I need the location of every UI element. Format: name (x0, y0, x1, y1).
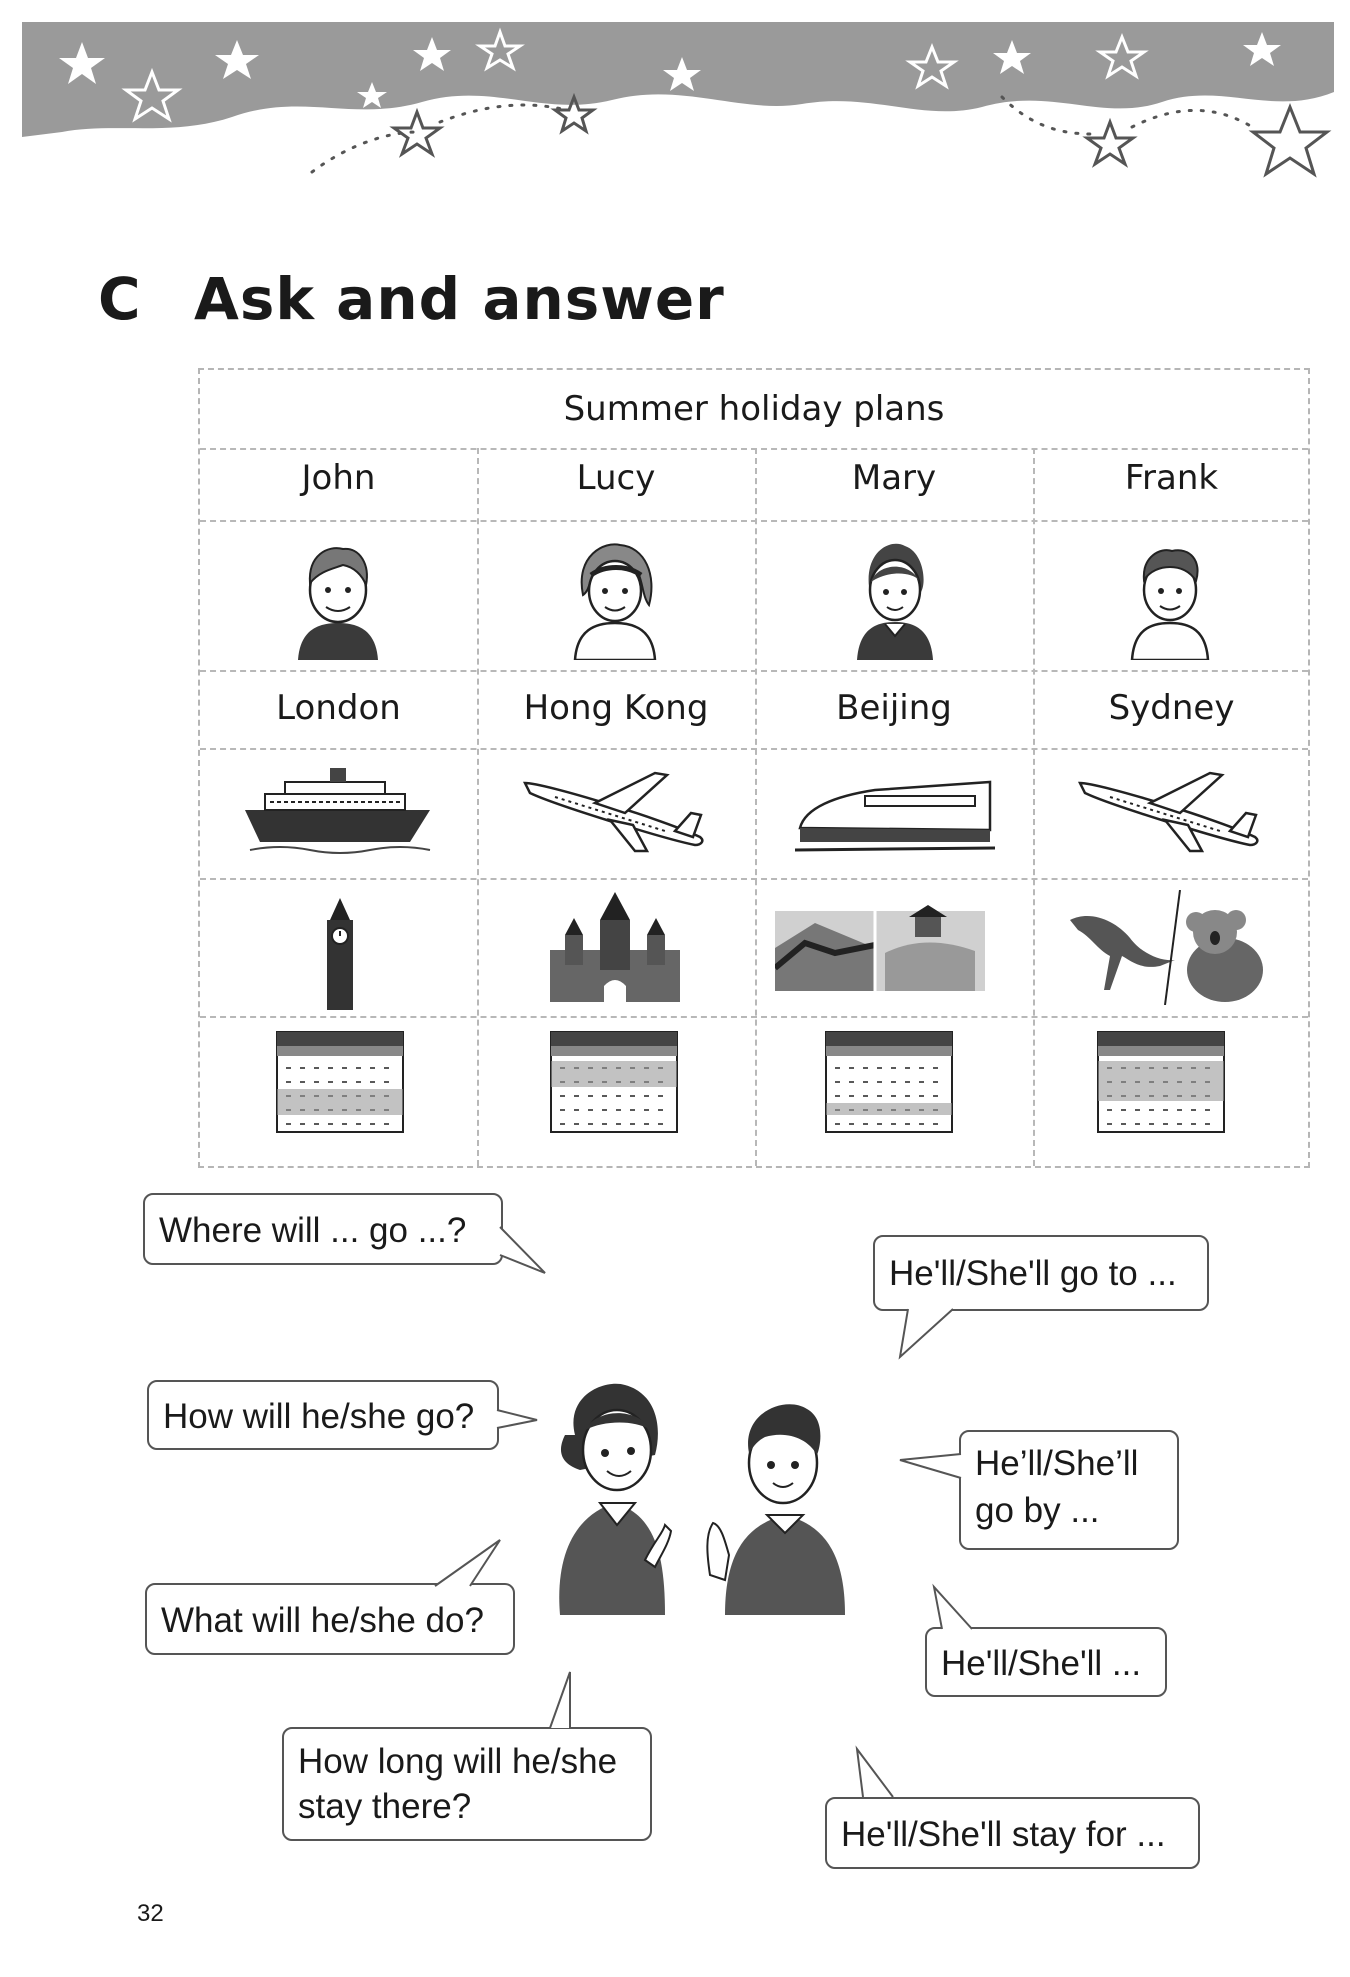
destination-london: London (276, 688, 401, 728)
plane-icon (1070, 765, 1270, 855)
person-name-john: John (301, 458, 376, 498)
lucy-portrait (565, 535, 665, 660)
summer-holiday-plans-table (198, 368, 1310, 1168)
bubble-text: Where will ... go ...? (159, 1211, 467, 1250)
table-divider (755, 448, 757, 1166)
bubble-tail (497, 1408, 542, 1438)
bubble-text: How will he/she go? (163, 1397, 475, 1436)
table-divider (200, 448, 1308, 450)
star-banner (22, 22, 1334, 212)
table-divider (200, 748, 1308, 750)
bubble-will (925, 1627, 1167, 1697)
bubble-text-line: go by ... (975, 1491, 1100, 1530)
bubble-text-line: He’ll/She’ll (975, 1444, 1139, 1483)
table-divider (200, 878, 1308, 880)
kangaroo-koala-icon (1060, 890, 1270, 1005)
calendar-august-icon (1097, 1028, 1225, 1134)
table-title: Summer holiday plans (563, 389, 945, 429)
john-portrait (288, 535, 388, 660)
bubble-tail (853, 1747, 903, 1799)
bubble-go-to (873, 1235, 1209, 1311)
bubble-text-line: stay there? (298, 1787, 472, 1826)
table-divider (200, 670, 1308, 672)
table-divider (200, 520, 1308, 522)
bubble-text: He'll/She'll go to ... (889, 1254, 1177, 1293)
calendar-july-icon (825, 1028, 953, 1134)
star-outline-icon (1087, 122, 1133, 164)
table-divider (477, 448, 479, 1166)
bubble-where-will-go (143, 1193, 503, 1265)
bubble-text-line: How long will he/she (298, 1742, 618, 1781)
person-name-frank: Frank (1124, 458, 1219, 498)
bubble-tail (540, 1672, 580, 1730)
calendar-july-icon (276, 1028, 404, 1134)
children-talking-illustration (545, 1375, 885, 1615)
person-name-mary: Mary (851, 458, 937, 498)
big-ben-icon (315, 898, 365, 1010)
bubble-stay-for (825, 1797, 1200, 1869)
ship-icon (240, 760, 440, 860)
section-heading: Ask and answer (194, 265, 725, 333)
star-outline-icon (1253, 107, 1327, 174)
destination-sydney: Sydney (1108, 688, 1235, 728)
bubble-text: He'll/She'll stay for ... (841, 1815, 1166, 1854)
bubble-how-will-go (147, 1380, 499, 1450)
section-title (98, 265, 725, 333)
bubble-how-long-stay (282, 1727, 652, 1841)
dotted-trail (440, 105, 567, 122)
bubble-tail (420, 1540, 505, 1588)
train-icon (795, 768, 995, 858)
destination-beijing: Beijing (836, 688, 952, 728)
destination-hong-kong: Hong Kong (523, 688, 709, 728)
table-divider (1033, 448, 1035, 1166)
boy-figure (707, 1404, 845, 1615)
girl-figure (559, 1384, 671, 1615)
mary-portrait (845, 532, 945, 660)
page-number: 32 (137, 1900, 164, 1927)
bubble-what-will-do (145, 1583, 515, 1655)
bubble-tail (898, 1452, 963, 1482)
bubble-tail (898, 1309, 963, 1359)
bubble-tail (500, 1225, 550, 1275)
castle-icon (540, 890, 690, 1005)
plane-icon (515, 765, 715, 855)
table-divider (200, 1016, 1308, 1018)
great-wall-icon (775, 893, 985, 1003)
person-name-lucy: Lucy (576, 458, 656, 498)
frank-portrait (1120, 535, 1220, 660)
calendar-august-icon (550, 1028, 678, 1134)
bubble-text: What will he/she do? (161, 1601, 484, 1640)
bubble-text: He'll/She'll ... (941, 1644, 1142, 1683)
section-letter: C (98, 265, 142, 333)
bubble-tail (932, 1585, 982, 1631)
bubble-go-by (959, 1430, 1179, 1550)
dotted-trail (1132, 110, 1257, 130)
